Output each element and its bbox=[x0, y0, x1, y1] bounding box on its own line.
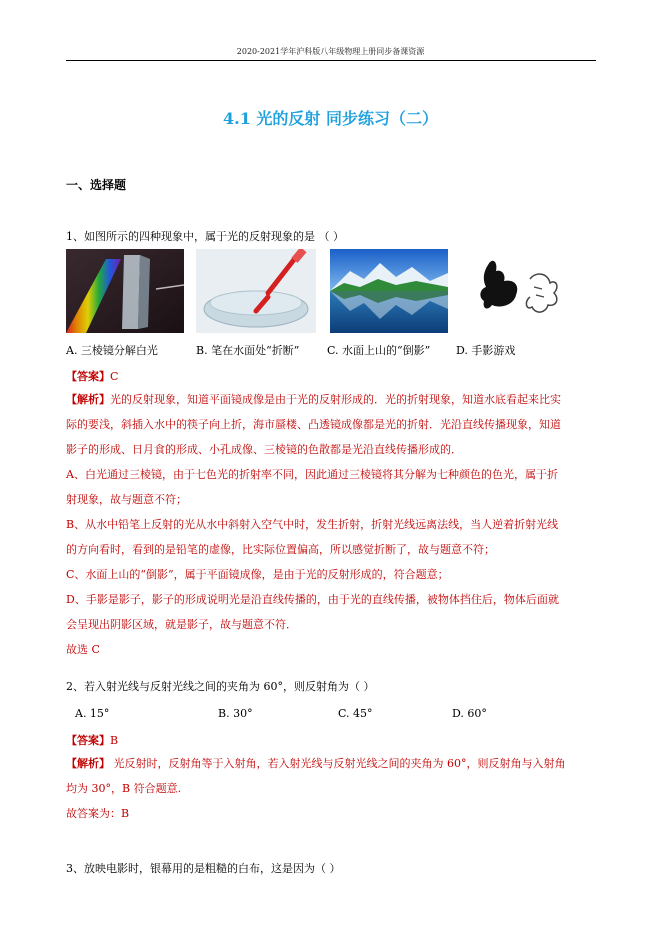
analysis-line: 会呈现出阴影区域，就是影子，故与题意不符． bbox=[66, 618, 297, 631]
prism-image bbox=[66, 249, 184, 333]
header-rule bbox=[66, 60, 596, 61]
q2-option-a: A. 15° bbox=[75, 707, 110, 720]
q1-answer bbox=[66, 368, 118, 384]
section-heading: 一、选择题 bbox=[66, 178, 127, 192]
pencil-in-water-image bbox=[196, 249, 316, 333]
analysis-line: 射现象，故与题意不符； bbox=[66, 493, 187, 506]
q2-option-d: D. 60° bbox=[452, 707, 487, 720]
question-2-stem: 2、若入射光线与反射光线之间的夹角为 60°，则反射角为（ ） bbox=[66, 680, 375, 693]
answer-tag: 【答案】 bbox=[66, 734, 110, 747]
analysis-conclusion: 故选 C bbox=[66, 643, 100, 656]
answer-value: C bbox=[110, 370, 119, 383]
analysis-conclusion: 故答案为：B bbox=[66, 807, 130, 820]
answer-value: B bbox=[110, 734, 119, 747]
analysis-line: 际的要浅，斜插入水中的筷子向上折，海市蜃楼、凸透镜成像都是光的折射．光沿直线传播现象，知道 bbox=[66, 418, 561, 431]
question-1-stem: 1、如图所示的四种现象中，属于光的反射现象的是 （ ） bbox=[66, 230, 344, 243]
analysis-line: 的方向看时，看到的是铅笔的虚像，比实际位置偏高，所以感觉折断了，故与题意不符； bbox=[66, 543, 495, 556]
q1-option-d: D. 手影游戏 bbox=[456, 344, 516, 357]
analysis-line: A、白光通过三棱镜，由于七色光的折射率不同，因此通过三棱镜将其分解为七种颜色的色光，属于折 bbox=[66, 468, 558, 481]
page-title: 4.1 光的反射 同步练习（二） bbox=[223, 109, 438, 128]
q1-option-b: B. 笔在水面处“折断” bbox=[196, 344, 300, 357]
q2-option-b: B. 30° bbox=[218, 707, 253, 720]
analysis-line: B、从水中铅笔上反射的光从水中斜射入空气中时，发生折射，折射光线远离法线，当人逆着折射光线 bbox=[66, 518, 559, 531]
question-3-stem: 3、放映电影时，银幕用的是粗糙的白布，这是因为（ ） bbox=[66, 862, 341, 875]
mountain-reflection-image bbox=[330, 249, 448, 333]
page-header: 2020-2021学年沪科版八年级物理上册同步备课资源 bbox=[236, 47, 425, 56]
analysis-line: 均为 30°，B 符合题意. bbox=[66, 782, 182, 795]
answer-tag: 【答案】 bbox=[66, 370, 110, 383]
q2-option-c: C. 45° bbox=[338, 707, 373, 720]
analysis-line: D、手影是影子，影子的形成说明光是沿直线传播的，由于光的直线传播，被物体挡住后，物体后面就 bbox=[66, 593, 559, 606]
analysis-line: C、水面上山的“倒影”，属于平面镜成像，是由于光的反射形成的，符合题意； bbox=[66, 568, 449, 581]
q1-analysis bbox=[66, 387, 596, 662]
q1-option-a: A. 三棱镜分解白光 bbox=[66, 344, 158, 357]
analysis-tag: 【解析】 bbox=[66, 393, 110, 406]
q1-option-c: C. 水面上山的“倒影” bbox=[327, 344, 431, 357]
q2-analysis bbox=[66, 751, 596, 826]
analysis-line: 光的反射现象，知道平面镜成像是由于光的反射形成的．光的折射现象，知道水底看起来比实 bbox=[110, 393, 561, 406]
analysis-line: 影子的形成、日月食的形成、小孔成像、三棱镜的色散都是光沿直线传播形成的． bbox=[66, 443, 462, 456]
analysis-tag: 【解析】 bbox=[66, 757, 110, 770]
q2-answer bbox=[66, 732, 118, 748]
hand-shadow-image bbox=[470, 249, 570, 333]
analysis-line: 光反射时，反射角等于入射角，若入射光线与反射光线之间的夹角为 60°，则反射角与入射角 bbox=[110, 757, 566, 770]
